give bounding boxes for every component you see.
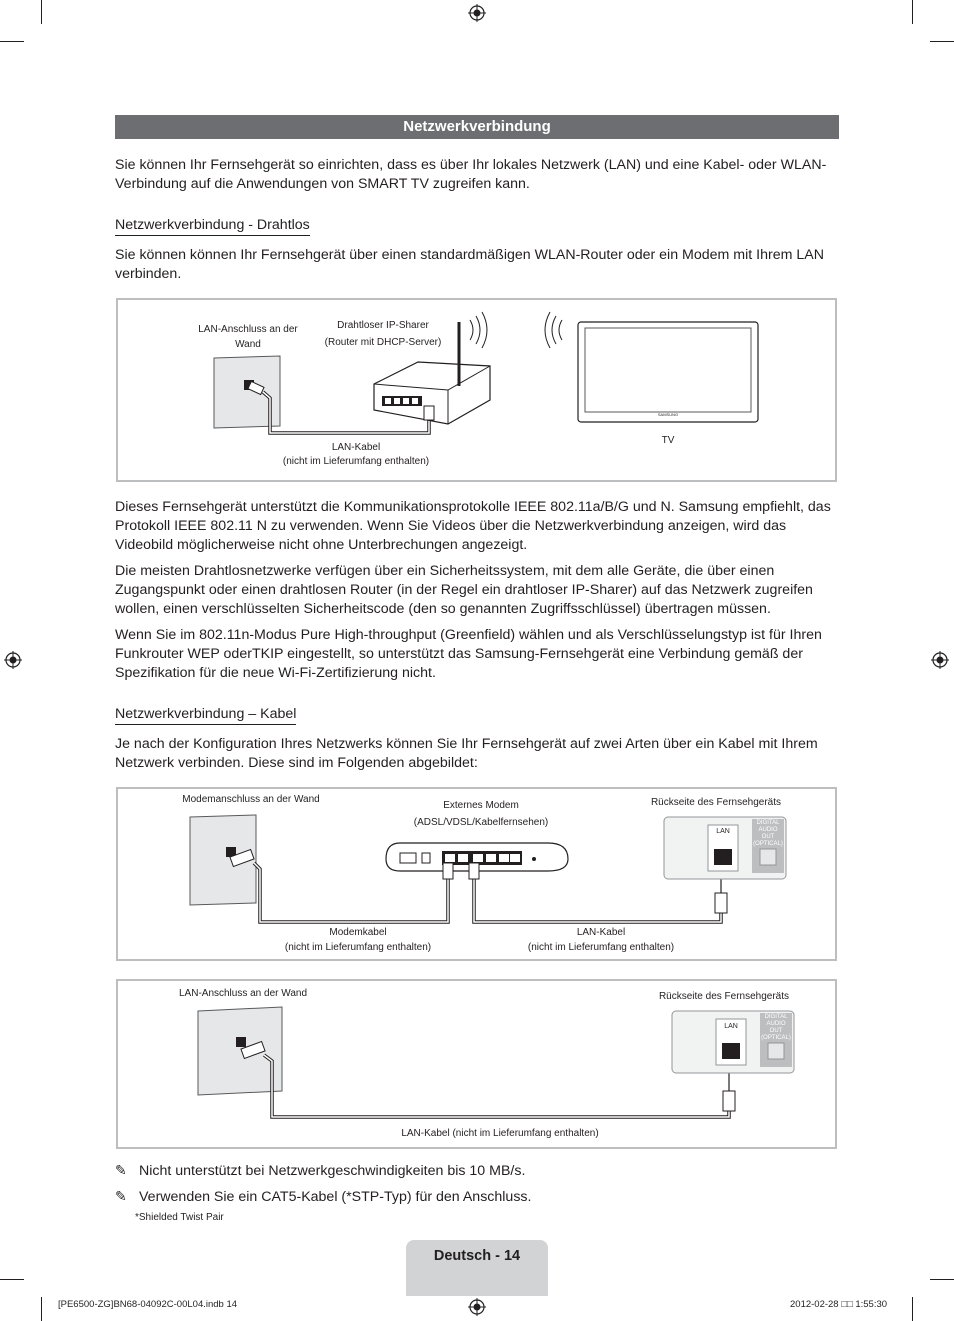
lan-port-label: LAN	[724, 1023, 738, 1030]
tv-brand-logo: SAMSUNG	[657, 412, 679, 417]
security-paragraph: Die meisten Drahtlosnetzwerke verfügen über ein Sicherheitssystem, mit dem alle Geräte, die über einen Zugangspunkt oder einen drahtlosen Router (in der Regel ein drahtloser IP-Sharer) auf das Netzwerk zugreifen wollen, einen verschlüsselten Sicherheitscode (den so genannten Zugriffsschlüssel) übertragen müssen.	[115, 563, 813, 617]
wall-port-label: LAN-Anschluss an der Wand	[178, 988, 308, 999]
protocol-paragraph: Dieses Fernsehgerät unterstützt die Kommunikationsprotokolle IEEE 802.11a/B/G und N. Samsung empfiehlt, das Protokoll IEEE 802.11 N zu verwenden. Wenn Sie Videos über die Netzwerkverbindung anzeigen, wird das Videobild möglicherweise nicht ohne Unterbrechungen angezeigt.	[115, 499, 831, 553]
pencil-note-icon: ✎	[115, 1189, 127, 1205]
footer-timestamp: 2012-02-28 □□ 1:55:30	[790, 1299, 888, 1310]
wireless-diagram-art	[118, 300, 835, 480]
digital-audio-label: DIGITAL AUDIO OUT (OPTICAL)	[753, 820, 783, 847]
modem-wall-label: Modemanschluss an der Wand	[182, 794, 320, 805]
wired-modem-diagram-art	[118, 789, 835, 959]
lan-cable-label: LAN-Kabel (nicht im Lieferumfang enthalten)	[401, 1128, 599, 1139]
digital-audio-label: DIGITAL AUDIO OUT (OPTICAL)	[761, 1014, 791, 1041]
lan-cable-label-line1: LAN-Kabel	[331, 442, 381, 453]
pencil-note-icon: ✎	[115, 1163, 127, 1179]
lan-cable-label-line1: LAN-Kabel	[576, 927, 626, 938]
intro-paragraph: Sie können Ihr Fernsehgerät so einrichten, dass es über Ihr lokales Netzwerk (LAN) und eine Kabel- oder WLAN-Verbindung auf die Anwendungen von SMART TV zugreifen kann.	[115, 157, 827, 192]
wireless-diagram	[116, 298, 837, 482]
footer-file-info: [PE6500-ZG]BN68-04092C-00L04.indb 14	[58, 1299, 238, 1310]
wireless-intro: Sie können können Ihr Fernsehgerät über einen standardmäßigen WLAN-Router oder ein Modem mit Ihrem LAN verbinden.	[115, 247, 824, 282]
tv-rear-label: Rückseite des Fernsehgeräts	[650, 797, 782, 808]
registration-mark-icon	[468, 4, 486, 22]
note-item: ✎ Verwenden Sie ein CAT5-Kabel (*STP-Typ) für den Anschluss.	[115, 1189, 532, 1205]
router-label-line1: Drahtloser IP-Sharer	[337, 320, 429, 331]
wireless-heading: Netzwerkverbindung - Drahtlos	[115, 216, 310, 236]
registration-mark-icon	[931, 651, 949, 669]
footnote: *Shielded Twist Pair	[135, 1212, 224, 1223]
lan-cable-label-line2: (nicht im Lieferumfang enthalten)	[282, 456, 430, 467]
router-label-line2: (Router mit DHCP-Server)	[324, 337, 442, 348]
tv-label: TV	[661, 435, 675, 446]
wired-intro: Je nach der Konfiguration Ihres Netzwerks können Sie Ihr Fernsehgerät auf zwei Arten über ein Kabel mit Ihrem Netzwerk verbinden. Diese sind im Folgenden abgebildet:	[115, 736, 818, 771]
modem-cable-label-line2: (nicht im Lieferumfang enthalten)	[284, 942, 432, 953]
modem-cable-label-line1: Modemkabel	[329, 927, 387, 938]
wired-direct-diagram	[116, 979, 837, 1149]
wired-modem-diagram	[116, 787, 837, 961]
registration-mark-icon	[4, 651, 22, 669]
modem-label-line2: (ADSL/VDSL/Kabelfernsehen)	[413, 817, 549, 828]
wired-direct-diagram-art	[118, 981, 835, 1147]
modem-label-line1: Externes Modem	[443, 800, 519, 811]
wall-port-label: LAN-Anschluss an der Wand	[198, 324, 298, 350]
lan-port-label: LAN	[716, 828, 730, 835]
greenfield-paragraph: Wenn Sie im 802.11n-Modus Pure High-throughput (Greenfield) wählen und als Verschlüsselungstyp ist für Ihren Funkrouter WEP oderTKIP eingestellt, so unterstützt das Samsung-Fernsehgerät eine Verbindung gemäß der Spezifikation für die neue Wi-Fi-Zertifizierung nicht.	[115, 627, 822, 681]
note-item: ✎ Nicht unterstützt bei Netzwerkgeschwindigkeiten bis 10 MB/s.	[115, 1163, 526, 1179]
section-title: Netzwerkverbindung	[115, 115, 839, 139]
registration-mark-icon	[468, 1298, 486, 1316]
tv-rear-label: Rückseite des Fernsehgeräts	[658, 991, 790, 1002]
lan-cable-label-line2: (nicht im Lieferumfang enthalten)	[527, 942, 675, 953]
wired-heading: Netzwerkverbindung – Kabel	[115, 705, 296, 725]
page-number-tab: Deutsch - 14	[406, 1240, 548, 1296]
